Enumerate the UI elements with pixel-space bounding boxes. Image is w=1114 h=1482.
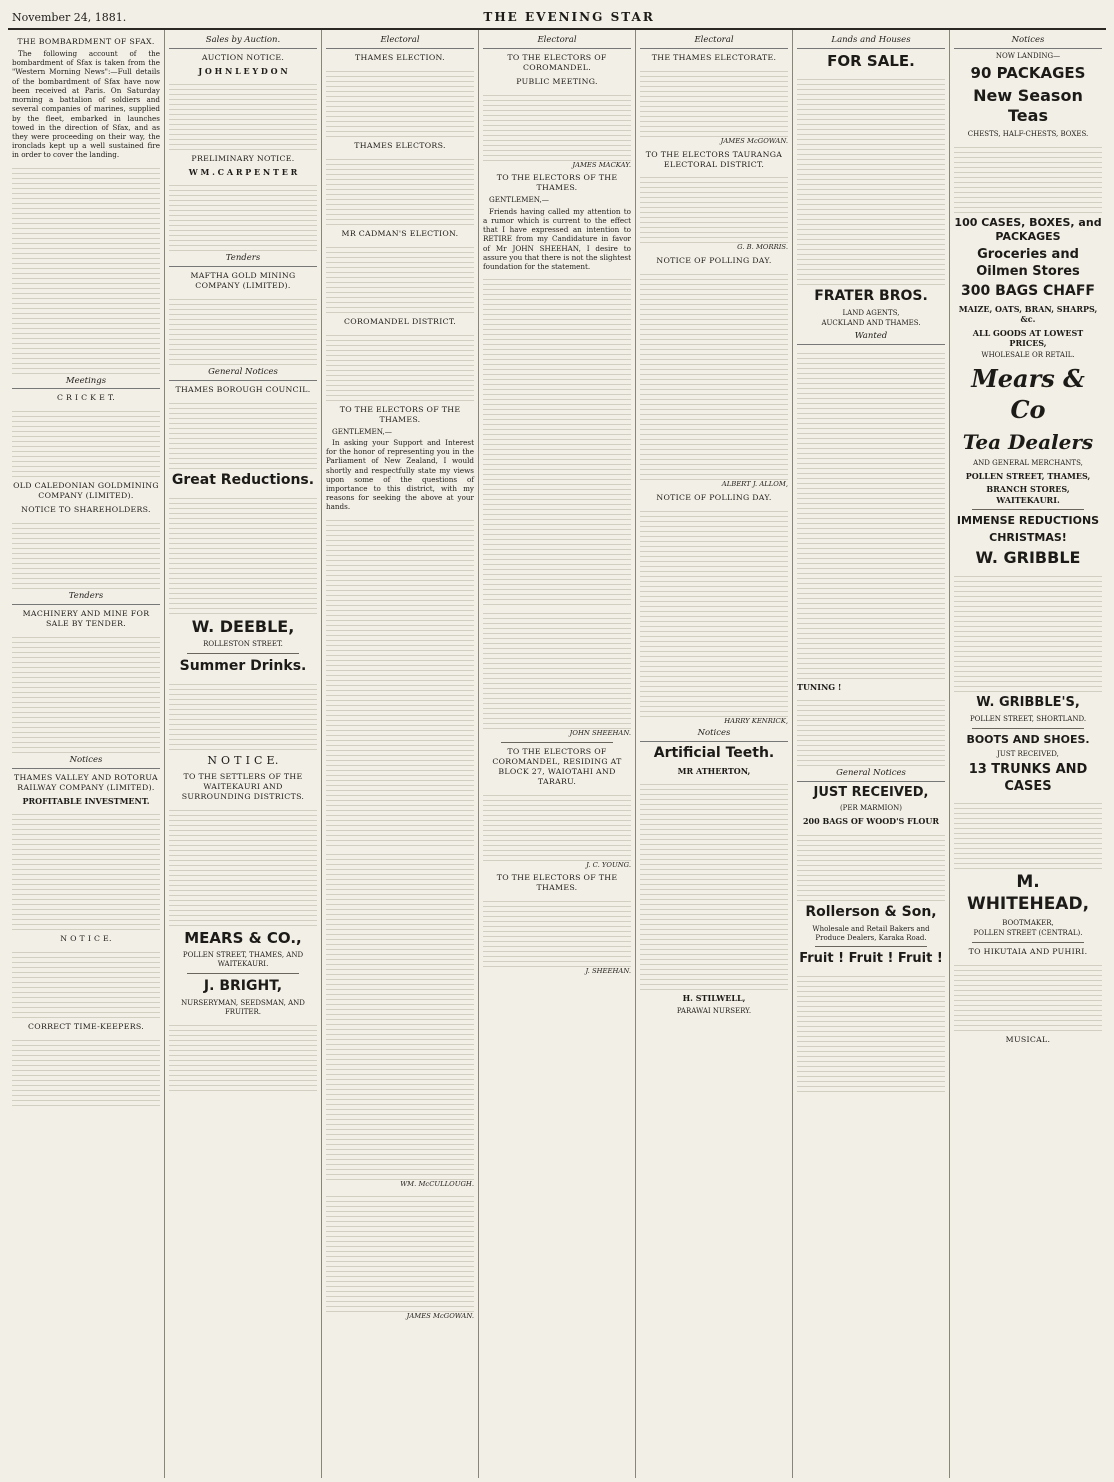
article-title: THE BOMBARDMENT OF SFAX. bbox=[17, 37, 155, 46]
section-heading-notices: Notices bbox=[640, 726, 788, 742]
for-sale-heading: FOR SALE. bbox=[827, 51, 915, 70]
column-3 bbox=[322, 30, 479, 1478]
section-heading-tenders: Tenders bbox=[169, 251, 317, 267]
masthead bbox=[8, 10, 1106, 30]
wanted-listings bbox=[797, 349, 945, 679]
bright-text bbox=[169, 1021, 317, 1091]
section-heading-wanted: Wanted bbox=[797, 329, 945, 345]
gribble-text bbox=[954, 572, 1102, 692]
section-heading-notices: Notices bbox=[954, 33, 1102, 49]
deeble-address: ROLLESTON STREET. bbox=[203, 640, 283, 649]
thames-election-text bbox=[326, 67, 474, 137]
wholesale-line: WHOLESALE OR RETAIL. bbox=[981, 351, 1075, 360]
thames-electorate-title: THE THAMES ELECTORATE. bbox=[651, 52, 777, 62]
railway-title: THAMES VALLEY AND ROTORUA RAILWAY COMPANY (LIMITED). bbox=[14, 773, 158, 792]
christmas-heading: CHRISTMAS! bbox=[989, 530, 1067, 544]
signature-mcgowan: JAMES McGOWAN. bbox=[406, 1312, 474, 1321]
rollerson-name: Rollerson & Son, bbox=[805, 903, 937, 920]
gold-company-title: OLD CALEDONIAN GOLDMINING COMPANY (LIMITED). bbox=[13, 481, 159, 501]
columns bbox=[8, 30, 1106, 1478]
for-sale-listings bbox=[797, 75, 945, 285]
frater-name: FRATER BROS. bbox=[814, 288, 928, 305]
immense-reductions-heading: IMMENSE REDUCTIONS bbox=[956, 513, 1100, 527]
salutation: GENTLEMEN,— bbox=[489, 195, 549, 205]
general-merchants-line: AND GENERAL MERCHANTS, bbox=[973, 459, 1083, 468]
tea-text bbox=[954, 143, 1102, 213]
notice-title: N O T I C E. bbox=[60, 934, 112, 944]
pollen-street-line: POLLEN STREET, THAMES, bbox=[965, 471, 1091, 482]
issue-date: November 24, 1881. bbox=[12, 11, 127, 24]
auctioneer-leydon: J O H N L E Y D O N bbox=[198, 65, 288, 76]
frater-trade: LAND AGENTS, bbox=[842, 308, 900, 317]
public-meeting-title: PUBLIC MEETING. bbox=[516, 76, 598, 86]
branch-stores-line: BRANCH STORES, WAITEKAURI. bbox=[986, 484, 1070, 505]
column-1 bbox=[8, 30, 165, 1478]
cadman-title: MR CADMAN'S ELECTION. bbox=[341, 228, 459, 238]
tauranga-text bbox=[640, 173, 788, 243]
coromandel-electors-title: TO THE ELECTORS OF COROMANDEL. bbox=[507, 52, 607, 72]
signature-kenrick: HARRY KENRICK, bbox=[724, 716, 788, 725]
settlers-title: TO THE SETTLERS OF THE WAITEKAURI AND SURROUNDING DISTRICTS. bbox=[181, 772, 305, 802]
trunks-heading: 13 TRUNKS AND CASES bbox=[968, 762, 1088, 794]
chaff-heading: 300 BAGS CHAFF bbox=[960, 283, 1095, 300]
address-continued-text-2 bbox=[326, 850, 474, 1180]
auctioneer-carpenter: W M . C A R P E N T E R bbox=[188, 167, 298, 178]
railway-text bbox=[12, 810, 160, 930]
mears-logo: Mears & Co bbox=[971, 364, 1085, 424]
thames-electors-title: THAMES ELECTORS. bbox=[354, 140, 446, 150]
section-heading-electoral: Electoral bbox=[640, 33, 788, 49]
great-reductions-heading: Great Reductions. bbox=[171, 471, 315, 488]
summer-drinks-text bbox=[169, 680, 317, 750]
new-season-teas-heading: New Season Teas bbox=[973, 86, 1083, 126]
whitehead-trade: BOOTMAKER, bbox=[1002, 918, 1054, 927]
maize-line: MAIZE, OATS, BRAN, SHARPS, &c. bbox=[958, 304, 1098, 325]
section-heading-general-notices: General Notices bbox=[169, 365, 317, 381]
auction-notice-title: AUCTION NOTICE. bbox=[201, 52, 285, 62]
signature-mcgowan: JAMES McGOWAN. bbox=[720, 136, 788, 145]
flour-text bbox=[797, 831, 945, 901]
whitehead-address: POLLEN STREET (CENTRAL). bbox=[973, 928, 1083, 937]
lowest-prices-line: ALL GOODS AT LOWEST PRICES, bbox=[972, 327, 1084, 348]
cricket-title: C R I C K E T. bbox=[56, 393, 115, 403]
notice-title: N O T I C E. bbox=[207, 754, 279, 768]
section-heading-lands: Lands and Houses bbox=[797, 33, 945, 49]
coromandel-text bbox=[326, 331, 474, 401]
section-heading-tenders: Tenders bbox=[12, 589, 160, 605]
now-landing-line: NOW LANDING— bbox=[995, 51, 1061, 60]
preliminary-notice-title: PRELIMINARY NOTICE. bbox=[191, 154, 295, 164]
whitehead-name: M. WHITEHEAD, bbox=[966, 872, 1090, 915]
section-heading-meetings: Meetings bbox=[12, 374, 160, 390]
tea-containers: CHESTS, HALF-CHESTS, BOXES. bbox=[967, 129, 1089, 138]
fruit-text bbox=[797, 972, 945, 1092]
musical-title: MUSICAL. bbox=[1005, 1034, 1051, 1044]
article-continued-text bbox=[12, 164, 160, 374]
preliminary-text bbox=[169, 181, 317, 251]
signature-young: J. C. YOUNG. bbox=[586, 860, 631, 869]
signature-morris: G. B. MORRIS. bbox=[737, 243, 788, 252]
column-7 bbox=[950, 30, 1106, 1478]
mears-name: MEARS & CO., bbox=[184, 929, 302, 948]
atherton-name: MR ATHERTON, bbox=[677, 766, 751, 777]
block27-text bbox=[483, 791, 631, 861]
settlers-text bbox=[169, 806, 317, 926]
paper-name: THE EVENING STAR bbox=[483, 10, 655, 24]
thames-electors-title-2: TO THE ELECTORS OF THE THAMES. bbox=[496, 873, 618, 893]
notice-text bbox=[12, 948, 160, 1018]
machinery-text bbox=[12, 633, 160, 753]
mcgowan-text bbox=[326, 1192, 474, 1312]
signature-allom: ALBERT J. ALLOM, bbox=[721, 480, 788, 489]
gribble-name: W. GRIBBLE bbox=[975, 547, 1081, 567]
section-heading-notices: Notices bbox=[12, 753, 160, 769]
timetable-text bbox=[954, 961, 1102, 1031]
polling-day-text-2 bbox=[640, 507, 788, 717]
timekeepers-text bbox=[12, 1036, 160, 1106]
block27-title: TO THE ELECTORS OF COROMANDEL, RESIDING AT BLOCK 27, WAIOTAHI AND TARARU. bbox=[492, 746, 622, 786]
just-received-line: JUST RECEIVED, bbox=[997, 750, 1059, 759]
bright-name: J. BRIGHT, bbox=[203, 978, 283, 995]
auction-text bbox=[169, 80, 317, 150]
flour-line: 200 BAGS OF WOOD'S FLOUR bbox=[802, 816, 940, 827]
thames-electors-title: TO THE ELECTORS OF THE THAMES. bbox=[496, 173, 618, 193]
summer-drinks-heading: Summer Drinks. bbox=[179, 658, 307, 675]
column-4 bbox=[479, 30, 636, 1478]
hikutaia-title: TO HIKUTAIA AND PUHIRI. bbox=[968, 946, 1088, 956]
maftha-title: MAFTHA GOLD MINING COMPANY (LIMITED). bbox=[190, 271, 296, 291]
gribble-address: POLLEN STREET, SHORTLAND. bbox=[969, 715, 1087, 724]
thames-electors-text bbox=[326, 155, 474, 225]
atherton-text bbox=[640, 780, 788, 990]
groceries-cases: 100 CASES, BOXES, and PACKAGES bbox=[954, 215, 1102, 243]
cricket-text bbox=[12, 407, 160, 477]
boots-shoes-heading: BOOTS AND SHOES. bbox=[966, 733, 1090, 746]
address-continued-text bbox=[326, 516, 474, 846]
artificial-teeth-heading: Artificial Teeth. bbox=[653, 745, 775, 762]
column-6 bbox=[793, 30, 950, 1478]
sheehan-address-text: Friends having called my attention to a rumor which is current to the effect that I have expressed an intention to RETIRE from my Candidature in favor of Mr JOHN SHEEHAN, I desire to assure you that there is not the slightest foundation for the statement. bbox=[483, 206, 631, 271]
signature-mackay: JAMES MACKAY. bbox=[572, 160, 631, 169]
section-heading-electoral: Electoral bbox=[326, 33, 474, 49]
signature-mcculloch: WM. McCULLOUGH. bbox=[400, 1179, 474, 1188]
timekeepers-title: CORRECT TIME-KEEPERS. bbox=[27, 1022, 145, 1032]
tuning-text bbox=[797, 696, 945, 766]
boots-text bbox=[954, 799, 1102, 869]
section-heading-general-notices: General Notices bbox=[797, 766, 945, 782]
groceries-heading: Groceries and Oilmen Stores bbox=[976, 247, 1080, 279]
signature-j-sheehan: J. SHEEHAN. bbox=[585, 967, 631, 976]
packages-heading: 90 PACKAGES bbox=[970, 63, 1086, 82]
sheehan-address-continued-2 bbox=[483, 609, 631, 729]
just-received-heading: JUST RECEIVED, bbox=[813, 784, 929, 800]
thames-electorate-text bbox=[640, 67, 788, 137]
mears-address: POLLEN STREET, THAMES, AND WAITEKAURI. bbox=[182, 951, 304, 969]
deeble-name: W. DEEBLE, bbox=[191, 616, 295, 636]
frater-location: AUCKLAND AND THAMES. bbox=[821, 318, 921, 327]
signature-sheehan: JOHN SHEEHAN. bbox=[569, 729, 631, 738]
gribbles-name: W. GRIBBLE'S, bbox=[976, 695, 1080, 711]
price-list-text bbox=[169, 494, 317, 614]
polling-day-title: NOTICE OF POLLING DAY. bbox=[656, 256, 772, 266]
tuning-heading: TUNING ! bbox=[797, 681, 842, 692]
marmion-line: (PER MARMION) bbox=[839, 804, 903, 813]
notice-shareholders: NOTICE TO SHAREHOLDERS. bbox=[21, 505, 151, 515]
section-heading-auction: Sales by Auction. bbox=[169, 33, 317, 49]
gold-company-text bbox=[12, 519, 160, 589]
sheehan-short-text bbox=[483, 897, 631, 967]
address-text: In asking your Support and Interest for the honor of representing you in the Parliament of New Zealand, I would shortly and respectfully state my views upon some of the questions of importance to this district, with my reasons for seeking the above at your hands. bbox=[326, 437, 474, 512]
machinery-title: MACHINERY AND MINE FOR SALE BY TENDER. bbox=[22, 609, 150, 629]
stilwell-name: H. STILWELL, bbox=[682, 993, 746, 1004]
public-meeting-text bbox=[483, 91, 631, 161]
article-text: The following account of the bombardment of Sfax is taken from the "Western Morning News":—Full details of the bombardment of Sfax have now been received at Paris. On Saturday morning a battalion of soldiers and several companies of marines, supplied by the fleet, embarked in launches towed in the direction of Sfax, and as they were proceeding on their way, the ironclads kept up a well sustained fire in order to cover the landing. bbox=[12, 48, 160, 160]
fruit-heading: Fruit ! Fruit ! Fruit ! bbox=[799, 951, 943, 967]
column-5 bbox=[636, 30, 793, 1478]
electors-thames-title: TO THE ELECTORS OF THE THAMES. bbox=[339, 404, 461, 424]
profit-heading: PROFITABLE INVESTMENT. bbox=[22, 795, 150, 806]
maftha-text bbox=[169, 295, 317, 365]
bright-trade: NURSERYMAN, SEEDSMAN, AND FRUITER. bbox=[181, 999, 305, 1017]
rollerson-trade: Wholesale and Retail Bakers and Produce Dealers, Karaka Road. bbox=[812, 924, 930, 942]
cadman-text bbox=[326, 243, 474, 313]
borough-text bbox=[169, 399, 317, 469]
thames-election-title: THAMES ELECTION. bbox=[355, 52, 445, 62]
polling-day-text bbox=[640, 270, 788, 480]
tauranga-title: TO THE ELECTORS TAURANGA ELECTORAL DISTRICT. bbox=[645, 149, 783, 169]
coromandel-district-title: COROMANDEL DISTRICT. bbox=[344, 316, 456, 326]
column-2 bbox=[165, 30, 322, 1478]
polling-day-title-2: NOTICE OF POLLING DAY. bbox=[656, 492, 772, 502]
sheehan-address-continued bbox=[483, 275, 631, 605]
salutation: GENTLEMEN,— bbox=[332, 426, 392, 436]
section-heading-electoral: Electoral bbox=[483, 33, 631, 49]
tea-dealers-logo: Tea Dealers bbox=[962, 429, 1094, 454]
stilwell-nursery: PARAWAI NURSERY. bbox=[676, 1006, 752, 1015]
borough-council-title: THAMES BOROUGH COUNCIL. bbox=[175, 384, 311, 394]
